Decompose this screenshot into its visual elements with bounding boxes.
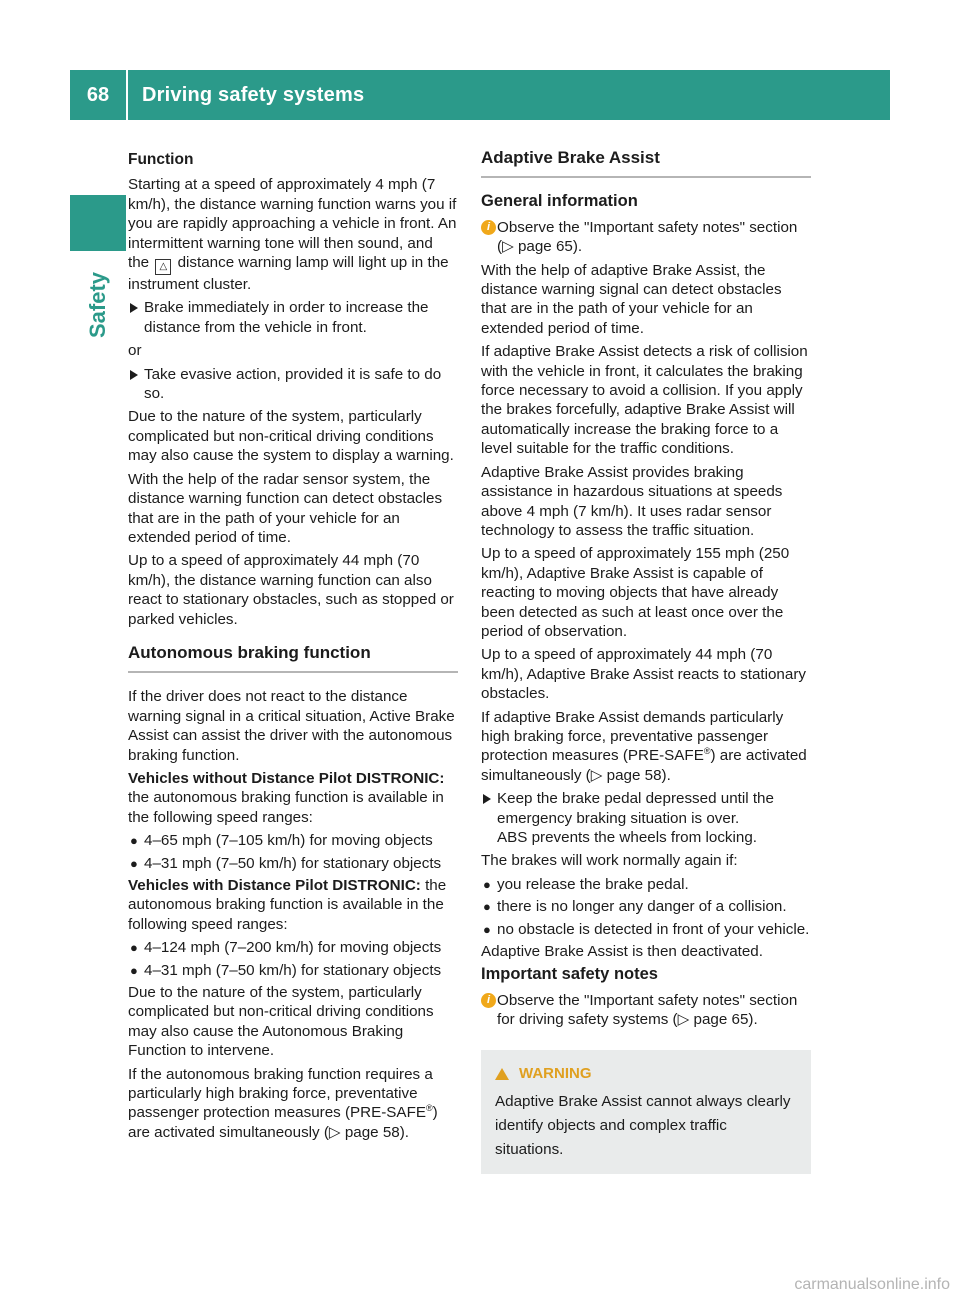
paragraph-text: If adaptive Brake Assist demands particularly high braking force, preventative passenger protection measures (PRE-SAFE	[481, 708, 784, 765]
list-item	[128, 831, 458, 850]
list-item-text: 4–31 mph (7–50 km/h) for stationary objects	[144, 854, 442, 872]
chapter-title: Driving safety systems	[142, 84, 365, 106]
bullet-icon: ●	[483, 921, 491, 937]
paragraph: Due to the nature of the system, particularly complicated but non-critical driving conditions may also cause the Autonomous Braking Function to intervene.	[128, 984, 434, 1060]
step-arrow-icon	[483, 794, 491, 804]
list-item	[481, 920, 811, 939]
bullet-icon: ●	[483, 876, 491, 892]
left-column	[128, 148, 458, 1146]
page-header	[70, 70, 890, 120]
warning-box	[481, 1050, 811, 1174]
page-reference-link[interactable]: page 58).	[344, 1123, 410, 1141]
paragraph-text: the autonomous braking function is available in the following speed ranges:	[128, 877, 447, 933]
step-text: Keep the brake pedal depressed until the emergency braking situation is over.	[497, 790, 774, 827]
paragraph-text: If the autonomous braking function requires a particularly high braking force, preventative passenger protection measures (PRE-SAFE	[128, 1065, 433, 1122]
info-icon: i	[481, 220, 496, 235]
paragraph: Adaptive Brake Assist provides braking assistance in hazardous situations at speeds above 4 mph (7 km/h). It uses radar sensor technology to assess the traffic situation.	[481, 463, 783, 539]
list-item	[128, 854, 458, 873]
list-item	[481, 875, 811, 894]
warning-title-text: WARNING	[519, 1064, 592, 1082]
step-keep-pedal	[481, 789, 811, 847]
paragraph-text: ) are activated simultaneously (	[481, 747, 807, 784]
with-distronic	[128, 876, 458, 934]
registered-mark: ®	[425, 1103, 433, 1114]
aba-heading: Adaptive Brake Assist	[481, 148, 811, 178]
list-item-text: no obstacle is detected in front of your vehicle.	[497, 920, 810, 938]
general-info-heading: General information	[481, 192, 638, 211]
page-ref-icon: ▷	[502, 238, 518, 256]
watermark: carmanualsonline.info	[794, 1276, 950, 1293]
paragraph-text: ) are activated simultaneously (	[128, 1104, 438, 1141]
paragraph: Up to a speed of approximately 44 mph (70 km/h), Adaptive Brake Assist reacts to stationary obstacles.	[481, 646, 806, 703]
page-ref-icon: ▷	[677, 1011, 694, 1029]
function-text-2: distance warning lamp will light up in the instrument cluster.	[128, 254, 449, 294]
function-text-1: Starting at a speed of approximately 4 mph (7 km/h), the distance warning function warns you if you are rapidly approaching a vehicle in front. An intermittent warning tone will then sound, and the	[128, 176, 457, 272]
page-reference-link[interactable]: page 58).	[606, 766, 671, 784]
list-item	[128, 938, 458, 957]
section-label: Safety	[85, 271, 110, 339]
bold-label: Vehicles without Distance Pilot DISTRONIC:	[128, 769, 445, 787]
page-number: 68	[86, 84, 110, 106]
info-text: Observe the "Important safety notes" section (	[497, 218, 798, 256]
list-item-text: 4–31 mph (7–50 km/h) for stationary objects	[144, 961, 442, 979]
paragraph: Up to a speed of approximately 44 mph (70 km/h), the distance warning function can also react to stationary obstacles, such as stopped or parked vehicles.	[128, 552, 454, 628]
bullet-icon: ●	[130, 855, 138, 871]
step-text: Take evasive action, provided it is safe to do so.	[144, 365, 442, 403]
header-divider	[126, 70, 128, 120]
bold-label: Vehicles with Distance Pilot DISTRONIC:	[128, 877, 421, 894]
paragraph: If adaptive Brake Assist detects a risk of collision with the vehicle in front, it calculates the braking force necessary to avoid a collision. If you apply the brakes forcefully, adaptive Brake Assist will automatically increase the braking force to a level suitable for the traffic conditions.	[481, 343, 808, 458]
section-tab	[70, 195, 126, 251]
paragraph: Up to a speed of approximately 155 mph (250 km/h), Adaptive Brake Assist is capable of reacting to moving objects that have already been detected as such at least once over the period of observation.	[481, 545, 790, 640]
warning-triangle-icon	[495, 1068, 509, 1080]
autonomous-heading: Autonomous braking function	[128, 643, 458, 673]
paragraph: With the help of adaptive Brake Assist, the distance warning signal can detect obstacles that are in the path of your vehicle for an extended period of time.	[481, 261, 782, 337]
right-column	[481, 148, 811, 1174]
list-item-text: 4–124 mph (7–200 km/h) for moving objects	[144, 939, 442, 957]
function-heading: Function	[128, 151, 194, 168]
bullet-icon: ●	[130, 962, 138, 978]
step-arrow-icon	[130, 370, 138, 380]
paragraph: The brakes will work normally again if:	[481, 852, 738, 870]
step-result-text: ABS prevents the wheels from locking.	[497, 829, 757, 846]
without-distronic	[128, 769, 458, 827]
registered-mark: ®	[703, 746, 711, 757]
step-arrow-icon	[130, 303, 138, 313]
paragraph-text: the autonomous braking function is available in the following speed ranges:	[128, 789, 444, 826]
warning-text: Adaptive Brake Assist cannot always clearly identify objects and complex traffic situations.	[495, 1092, 791, 1158]
info-text: Observe the "Important safety notes" section for driving safety systems (	[497, 991, 798, 1029]
function-paragraph	[128, 175, 458, 294]
safety-notes-heading: Important safety notes	[481, 965, 658, 984]
page-ref-icon: ▷	[590, 766, 607, 784]
list-item-text: there is no longer any danger of a collision.	[497, 898, 787, 916]
list-item	[128, 961, 458, 980]
presafe-paragraph	[128, 1065, 458, 1143]
step-brake	[128, 298, 458, 337]
paragraph: With the help of the radar sensor system, the distance warning function can detect obstacles that are in the path of your vehicle for an extended period of time.	[128, 470, 443, 546]
page-reference-link[interactable]: page 65).	[517, 238, 583, 256]
presafe-paragraph	[481, 708, 811, 786]
paragraph: Adaptive Brake Assist is then deactivated.	[481, 943, 763, 961]
list-item	[481, 897, 811, 916]
list-item-text: you release the brake pedal.	[497, 875, 689, 893]
info-note	[481, 218, 811, 257]
paragraph: If the driver does not react to the distance warning signal in a critical situation, Active Brake Assist can assist the driver with the autonomous braking function.	[128, 688, 455, 764]
step-text: Brake immediately in order to increase the distance from the vehicle in front.	[144, 299, 429, 336]
bullet-icon: ●	[130, 940, 138, 956]
bullet-icon: ●	[130, 833, 138, 849]
distance-warning-lamp-icon: △	[155, 259, 171, 275]
bullet-icon: ●	[483, 899, 491, 915]
or-text: or	[128, 342, 142, 360]
paragraph: Due to the nature of the system, particularly complicated but non-critical driving conditions may also cause the system to display a warning.	[128, 408, 454, 465]
step-evasive	[128, 365, 458, 404]
info-icon: i	[481, 993, 496, 1008]
list-item-text: 4–65 mph (7–105 km/h) for moving objects	[144, 832, 433, 850]
page-reference-link[interactable]: page 65).	[693, 1011, 758, 1029]
page-ref-icon: ▷	[328, 1123, 345, 1141]
warning-title	[495, 1062, 797, 1086]
info-note	[481, 991, 811, 1030]
